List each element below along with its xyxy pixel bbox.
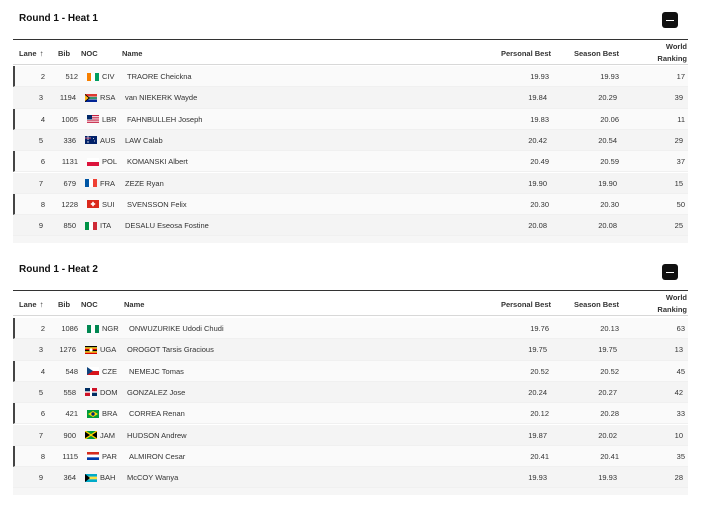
table-row[interactable] bbox=[13, 446, 688, 467]
noc-code: POL bbox=[102, 157, 118, 167]
noc-cell bbox=[85, 467, 115, 488]
world-ranking-cell: 17 bbox=[676, 72, 685, 81]
world-ranking-cell: 11 bbox=[677, 114, 685, 124]
lane-cell: 2 bbox=[40, 72, 45, 81]
season-best-cell: 20.28 bbox=[600, 409, 619, 419]
col-personal-best[interactable]: Personal Best bbox=[500, 299, 551, 309]
col-personal-best[interactable]: Personal Best bbox=[500, 48, 551, 58]
world-ranking-cell: 63 bbox=[676, 324, 685, 333]
noc-code: BAH bbox=[100, 473, 116, 483]
uga-flag-icon bbox=[85, 346, 97, 354]
noc-code: BRA bbox=[102, 409, 118, 419]
lane-cell: 9 bbox=[38, 473, 43, 483]
col-world-ranking[interactable]: World Ranking bbox=[657, 42, 687, 63]
noc-cell bbox=[87, 446, 117, 467]
lane-cell: 4 bbox=[40, 114, 45, 124]
pol-flag-icon bbox=[87, 158, 99, 166]
noc-code: NGR bbox=[102, 324, 119, 333]
world-ranking-cell: 28 bbox=[674, 473, 683, 483]
world-ranking-cell: 50 bbox=[676, 199, 685, 209]
col-lane[interactable]: Lane ↑ bbox=[19, 299, 44, 309]
noc-code: RSA bbox=[100, 93, 116, 103]
lane-cell: 7 bbox=[38, 178, 43, 188]
athlete-name[interactable]: GONZALEZ Jose bbox=[127, 387, 186, 397]
world-ranking-cell: 45 bbox=[676, 366, 685, 376]
lane-cell: 8 bbox=[40, 199, 45, 209]
table-row[interactable] bbox=[13, 109, 688, 130]
aus-flag-icon bbox=[85, 136, 97, 144]
collapse-button[interactable] bbox=[662, 264, 678, 280]
personal-best-cell: 19.75 bbox=[528, 345, 547, 355]
personal-best-cell: 20.24 bbox=[528, 387, 547, 397]
world-ranking-cell: 37 bbox=[676, 157, 685, 167]
col-season-best[interactable]: Season Best bbox=[573, 48, 619, 58]
lane-cell: 8 bbox=[40, 451, 45, 461]
bib-cell: 900 bbox=[63, 430, 76, 440]
bib-cell: 548 bbox=[65, 366, 78, 376]
col-name[interactable]: Name bbox=[124, 299, 145, 309]
athlete-name[interactable]: McCOY Wanya bbox=[127, 473, 179, 483]
cze-flag-icon bbox=[87, 367, 99, 375]
noc-code: UGA bbox=[100, 345, 117, 355]
athlete-name[interactable]: SVENSSON Felix bbox=[127, 199, 187, 209]
athlete-name[interactable]: ALMIRON Cesar bbox=[129, 451, 186, 461]
table-row[interactable] bbox=[13, 173, 688, 194]
personal-best-cell: 20.08 bbox=[528, 221, 547, 231]
table-header bbox=[13, 290, 688, 316]
athlete-name[interactable]: FAHNBULLEH Joseph bbox=[127, 114, 203, 124]
athlete-name[interactable]: CORREA Renan bbox=[129, 409, 185, 419]
table-row[interactable] bbox=[13, 318, 688, 339]
table-row[interactable] bbox=[13, 382, 688, 403]
season-best-cell: 20.52 bbox=[600, 366, 619, 376]
noc-cell bbox=[87, 361, 117, 382]
noc-code: AUS bbox=[100, 135, 116, 145]
collapse-button[interactable] bbox=[662, 12, 678, 28]
col-noc[interactable]: NOC bbox=[81, 48, 98, 58]
col-bib[interactable]: Bib bbox=[58, 48, 71, 58]
table-footer bbox=[13, 236, 688, 243]
athlete-name[interactable]: HUDSON Andrew bbox=[127, 430, 187, 440]
personal-best-cell: 19.93 bbox=[528, 473, 547, 483]
noc-code: SUI bbox=[102, 199, 115, 209]
world-ranking-cell: 35 bbox=[676, 451, 685, 461]
athlete-name[interactable]: van NIEKERK Wayde bbox=[125, 93, 198, 103]
lane-cell: 9 bbox=[38, 221, 43, 231]
noc-cell bbox=[87, 66, 115, 87]
sort-ascending-icon[interactable]: ↑ bbox=[39, 299, 44, 309]
season-best-cell: 20.13 bbox=[600, 324, 619, 333]
table-row[interactable] bbox=[13, 130, 688, 151]
noc-cell bbox=[85, 173, 115, 194]
world-ranking-cell: 25 bbox=[674, 221, 683, 231]
bib-cell: 1276 bbox=[59, 345, 76, 355]
personal-best-cell: 19.90 bbox=[528, 178, 547, 188]
noc-cell bbox=[85, 87, 115, 108]
season-best-cell: 19.75 bbox=[598, 345, 617, 355]
heat-title: Round 1 - Heat 2 bbox=[19, 264, 98, 275]
season-best-cell: 19.93 bbox=[600, 72, 619, 81]
athlete-name[interactable]: OROGOT Tarsis Gracious bbox=[127, 345, 214, 355]
bib-cell: 679 bbox=[63, 178, 76, 188]
personal-best-cell: 20.30 bbox=[530, 199, 549, 209]
personal-best-cell: 20.41 bbox=[530, 451, 549, 461]
lane-cell: 3 bbox=[38, 345, 43, 355]
table-footer bbox=[13, 488, 688, 495]
noc-code: DOM bbox=[100, 387, 118, 397]
season-best-cell: 20.59 bbox=[600, 157, 619, 167]
fra-flag-icon bbox=[85, 179, 97, 187]
bib-cell: 1228 bbox=[61, 199, 78, 209]
bib-cell: 1005 bbox=[61, 114, 78, 124]
noc-cell bbox=[85, 130, 115, 151]
bib-cell: 336 bbox=[63, 135, 76, 145]
personal-best-cell: 20.42 bbox=[528, 135, 547, 145]
noc-cell bbox=[87, 318, 119, 339]
lane-cell: 6 bbox=[40, 157, 45, 167]
noc-cell bbox=[87, 109, 117, 130]
noc-code: JAM bbox=[100, 430, 115, 440]
world-ranking-cell: 39 bbox=[674, 93, 683, 103]
bib-cell: 421 bbox=[65, 409, 78, 419]
personal-best-cell: 19.87 bbox=[528, 430, 547, 440]
bib-cell: 1086 bbox=[61, 324, 78, 333]
col-world-ranking[interactable]: World Ranking bbox=[657, 293, 687, 314]
season-best-cell: 20.02 bbox=[598, 430, 617, 440]
personal-best-cell: 20.12 bbox=[530, 409, 549, 419]
sui-flag-icon bbox=[87, 200, 99, 208]
season-best-cell: 20.30 bbox=[600, 199, 619, 209]
season-best-cell: 20.27 bbox=[598, 387, 617, 397]
table-header bbox=[13, 39, 688, 65]
world-ranking-cell: 13 bbox=[674, 345, 683, 355]
noc-code: PAR bbox=[102, 451, 117, 461]
personal-best-cell: 20.49 bbox=[530, 157, 549, 167]
personal-best-cell: 19.93 bbox=[530, 72, 549, 81]
athlete-name[interactable]: KOMANSKI Albert bbox=[127, 157, 188, 167]
col-name[interactable]: Name bbox=[122, 48, 143, 58]
athlete-name[interactable]: ONWUZURIKE Udodi Chudi bbox=[129, 324, 224, 333]
lane-cell: 4 bbox=[40, 366, 45, 376]
lane-cell: 2 bbox=[40, 324, 45, 333]
rsa-flag-icon bbox=[85, 94, 97, 102]
bib-cell: 850 bbox=[63, 221, 76, 231]
bra-flag-icon bbox=[87, 410, 99, 418]
athlete-name[interactable]: TRAORE Cheickna bbox=[127, 72, 192, 81]
noc-code: CZE bbox=[102, 366, 117, 376]
noc-cell bbox=[87, 403, 117, 424]
col-noc[interactable]: NOC bbox=[81, 299, 98, 309]
par-flag-icon bbox=[87, 452, 99, 460]
table-row[interactable] bbox=[13, 467, 688, 488]
noc-cell bbox=[87, 151, 117, 172]
personal-best-cell: 19.76 bbox=[530, 324, 549, 333]
noc-code: ITA bbox=[100, 221, 112, 231]
heat-title: Round 1 - Heat 1 bbox=[19, 13, 98, 24]
season-best-cell: 20.08 bbox=[598, 221, 617, 231]
table-row[interactable] bbox=[13, 403, 688, 424]
athlete-name[interactable]: NEMEJC Tomas bbox=[129, 366, 184, 376]
noc-code: FRA bbox=[100, 178, 115, 188]
season-best-cell: 20.54 bbox=[598, 135, 617, 145]
bib-cell: 364 bbox=[63, 473, 76, 483]
athlete-name[interactable]: LAW Calab bbox=[125, 135, 163, 145]
noc-cell bbox=[85, 215, 111, 236]
bib-cell: 1194 bbox=[59, 93, 76, 103]
table-row[interactable] bbox=[13, 215, 688, 236]
world-ranking-cell: 10 bbox=[674, 430, 683, 440]
world-ranking-cell: 33 bbox=[676, 409, 685, 419]
lane-cell: 7 bbox=[38, 430, 43, 440]
season-best-cell: 19.90 bbox=[598, 178, 617, 188]
table-row[interactable] bbox=[13, 87, 688, 108]
noc-code: CIV bbox=[102, 72, 115, 81]
season-best-cell: 20.29 bbox=[598, 93, 617, 103]
athlete-name[interactable]: DESALU Eseosa Fostine bbox=[125, 221, 209, 231]
noc-cell bbox=[85, 339, 116, 360]
world-ranking-cell: 29 bbox=[674, 135, 683, 145]
personal-best-cell: 20.52 bbox=[530, 366, 549, 376]
season-best-cell: 19.93 bbox=[598, 473, 617, 483]
lane-cell: 5 bbox=[38, 387, 43, 397]
bah-flag-icon bbox=[85, 474, 97, 482]
bib-cell: 1131 bbox=[61, 157, 78, 167]
athlete-name[interactable]: ZEZE Ryan bbox=[125, 178, 164, 188]
civ-flag-icon bbox=[87, 73, 99, 81]
table-row[interactable] bbox=[13, 425, 688, 446]
bib-cell: 1115 bbox=[62, 451, 78, 461]
table-row[interactable] bbox=[13, 361, 688, 382]
noc-cell bbox=[87, 194, 115, 215]
table-row[interactable] bbox=[13, 151, 688, 172]
noc-cell bbox=[85, 425, 115, 446]
season-best-cell: 20.06 bbox=[600, 114, 619, 124]
bib-cell: 512 bbox=[65, 72, 78, 81]
col-bib[interactable]: Bib bbox=[58, 299, 71, 309]
table-row[interactable] bbox=[13, 339, 688, 360]
table-row[interactable] bbox=[13, 194, 688, 215]
world-ranking-cell: 15 bbox=[674, 178, 683, 188]
personal-best-cell: 19.83 bbox=[530, 114, 549, 124]
lane-cell: 5 bbox=[38, 135, 43, 145]
personal-best-cell: 19.84 bbox=[528, 93, 547, 103]
col-lane[interactable]: Lane ↑ bbox=[19, 48, 44, 58]
season-best-cell: 20.41 bbox=[600, 451, 619, 461]
ngr-flag-icon bbox=[87, 325, 99, 333]
noc-code: LBR bbox=[102, 114, 117, 124]
col-season-best[interactable]: Season Best bbox=[573, 299, 619, 309]
noc-cell bbox=[85, 382, 118, 403]
ita-flag-icon bbox=[85, 222, 97, 230]
world-ranking-cell: 42 bbox=[674, 387, 683, 397]
dom-flag-icon bbox=[85, 388, 97, 396]
lane-cell: 3 bbox=[38, 93, 43, 103]
sort-ascending-icon[interactable]: ↑ bbox=[39, 48, 44, 58]
bib-cell: 558 bbox=[63, 387, 76, 397]
jam-flag-icon bbox=[85, 431, 97, 439]
lbr-flag-icon bbox=[87, 115, 99, 123]
lane-cell: 6 bbox=[40, 409, 45, 419]
table-row[interactable] bbox=[13, 66, 688, 87]
